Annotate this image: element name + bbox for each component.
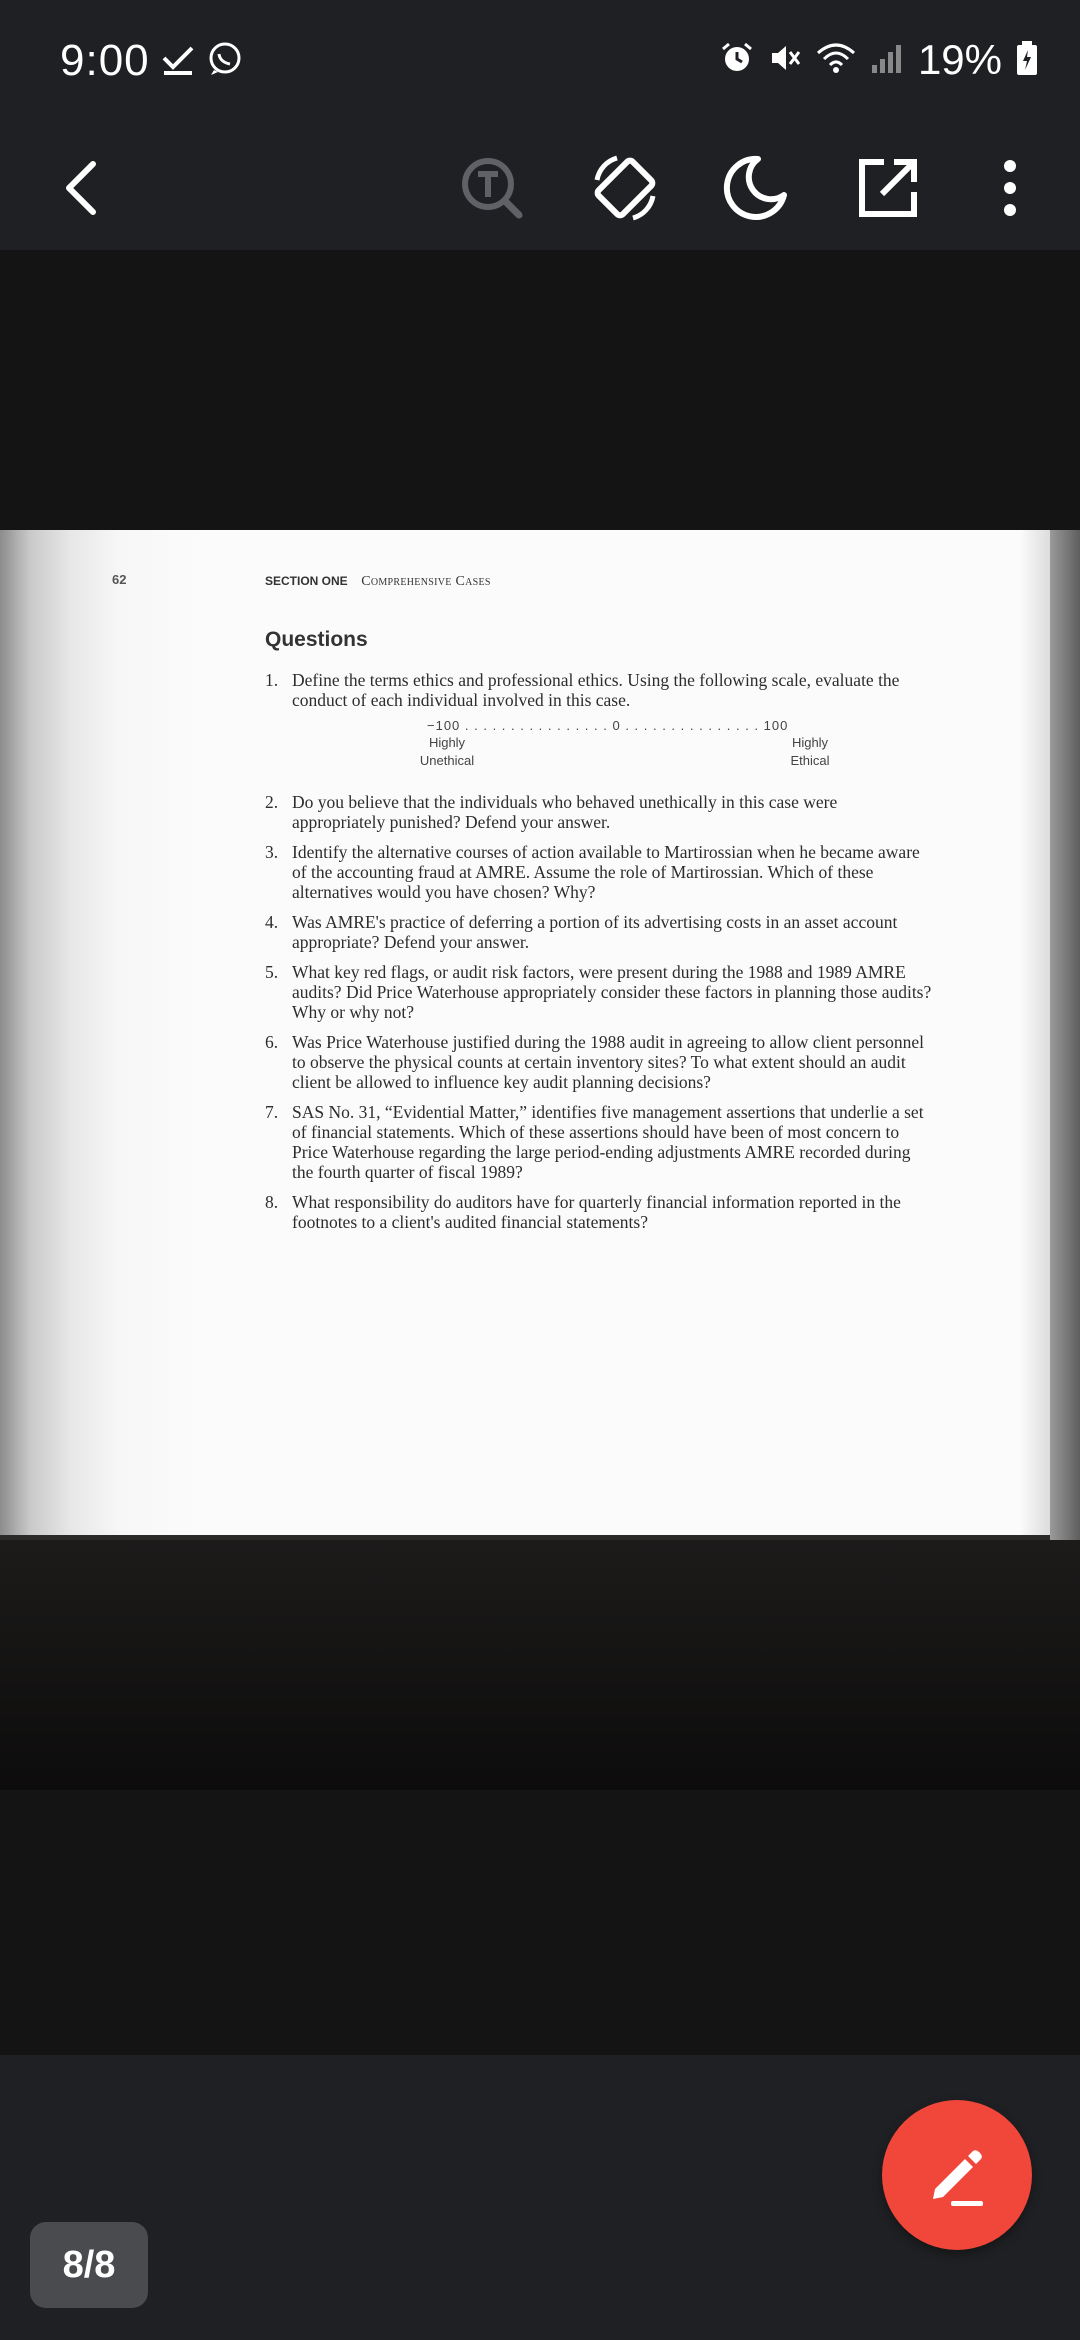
question-item: [262, 1032, 932, 1092]
question-number: 4.: [265, 912, 279, 932]
question-text: Was AMRE's practice of deferring a portion of its advertising costs in an asset account appropriate? Defend your answer.: [292, 912, 898, 952]
question-item: [262, 962, 932, 1022]
questions-list: [262, 670, 932, 1242]
question-number: 5.: [265, 962, 279, 982]
question-number: 6.: [265, 1032, 279, 1052]
page-content: [0, 530, 1050, 1535]
section-title: Comprehensive Cases: [361, 574, 491, 589]
signal-icon: [870, 41, 904, 80]
ethics-scale: [292, 716, 932, 782]
running-head: [265, 574, 491, 590]
wifi-icon: [816, 41, 856, 80]
section-label: SECTION ONE: [265, 574, 348, 588]
question-item: [262, 912, 932, 952]
alarm-icon: [720, 41, 754, 80]
scale-right-label: [770, 734, 850, 770]
more-icon: [1000, 156, 1020, 220]
battery-icon: [1016, 40, 1038, 81]
status-time: 9:00: [60, 36, 150, 85]
question-text: Was Price Waterhouse justified during the 1988 audit in agreeing to allow client personnel to observe the physical counts at certain inventory sites? To what extent should an audit client be allowed to influence key audit planning decisions?: [292, 1032, 925, 1092]
question-text: What responsibility do auditors have for quarterly financial information reported in the footnotes to a client's audited financial statements?: [292, 1192, 901, 1232]
question-text: Define the terms ethics and professional ethics. Using the following scale, evaluate the conduct of each individual involved in this case.: [292, 670, 900, 710]
night-mode-button[interactable]: [710, 143, 800, 233]
question-number: 3.: [265, 842, 279, 862]
question-item: [262, 842, 932, 902]
page-edge: [1050, 530, 1080, 1540]
document-viewer[interactable]: [0, 250, 1080, 2055]
page-indicator: 8/8: [30, 2222, 148, 2308]
question-number: 2.: [265, 792, 279, 812]
back-button[interactable]: [35, 143, 125, 233]
question-text: What key red flags, or audit risk factors, were present during the 1988 and 1989 AMRE audits? Did Price Waterhouse appropriately consider these factors in planning those audits? Why or why not?: [292, 962, 932, 1022]
question-item: [262, 1102, 932, 1182]
night-mode-icon: [720, 153, 790, 223]
question-item: [262, 670, 932, 782]
scale-left-label: [407, 734, 487, 770]
mute-icon: [768, 41, 802, 80]
page-shadow-area: [0, 1540, 1080, 1790]
open-external-icon: [856, 156, 920, 220]
status-bar: [0, 0, 1080, 125]
edit-button[interactable]: [882, 2100, 1032, 2250]
question-text: Identify the alternative courses of action available to Martirossian when he became aware of the accounting fraud at AMRE. Assume the role of Martirossian. Which of these alternatives would you have chosen? Why?: [292, 842, 920, 902]
question-item: [262, 1192, 932, 1232]
question-text: Do you believe that the individuals who behaved unethically in this case were appropriately punished? Defend your answer.: [292, 792, 838, 832]
page-image: [0, 530, 1080, 1540]
text-search-icon: [457, 153, 527, 223]
back-icon: [55, 158, 105, 218]
top-toolbar: [0, 125, 1080, 250]
text-search-button[interactable]: [447, 143, 537, 233]
rotate-icon: [587, 150, 663, 226]
question-number: 8.: [265, 1192, 279, 1212]
whatsapp-icon: [206, 40, 244, 83]
scale-right-top: Highly: [791, 735, 829, 750]
rotate-button[interactable]: [580, 143, 670, 233]
questions-heading: Questions: [265, 628, 368, 651]
status-right-icons: [720, 36, 1038, 84]
battery-percentage: 19%: [917, 36, 1002, 83]
edit-pencil-icon: [921, 2139, 993, 2211]
scale-line: −100 . . . . . . . . . . . . . . . . 0 . . . . . . . . . . . . . . . 100: [427, 718, 789, 733]
scale-left-top: Highly: [428, 735, 466, 750]
check-icon: [160, 40, 196, 83]
question-text: SAS No. 31, “Evidential Matter,” identifies five management assertions that underlie a set of financial statements. Which of these assertions should have been of most concern to Price Waterhouse regarding the large period-ending adjustments AMRE recorded during the fourth quarter of fiscal 1989?: [292, 1102, 924, 1182]
status-left-icons: [160, 40, 244, 83]
more-options-button[interactable]: [965, 143, 1055, 233]
question-number: 7.: [265, 1102, 279, 1122]
question-number: 1.: [265, 670, 279, 690]
question-item: [262, 792, 932, 832]
open-external-button[interactable]: [843, 143, 933, 233]
page-number: 62: [112, 572, 127, 587]
scale-left-bottom: Unethical: [419, 753, 475, 768]
scale-right-bottom: Ethical: [790, 753, 830, 768]
